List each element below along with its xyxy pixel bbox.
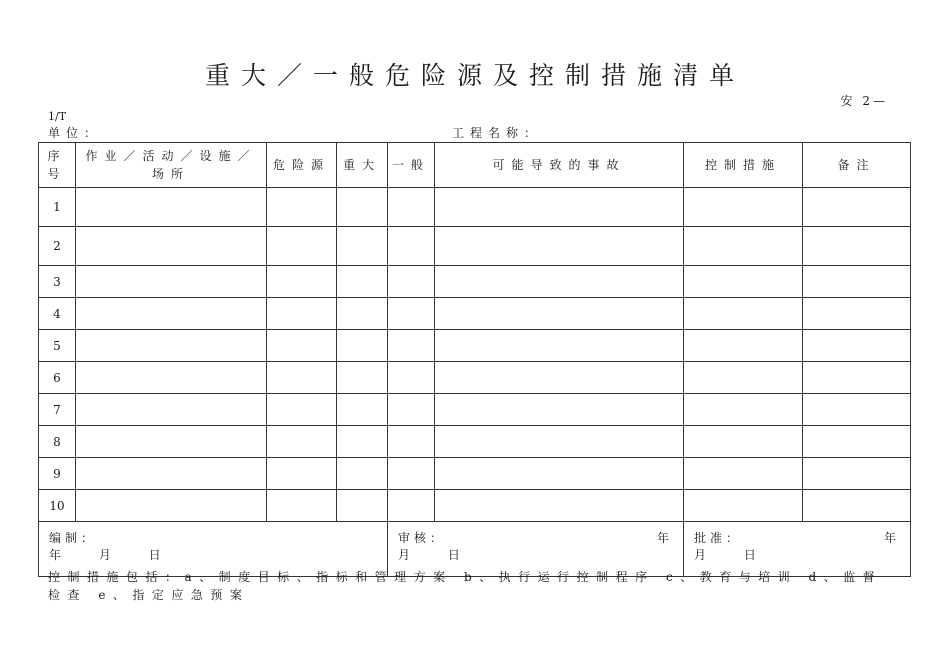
cell-activity[interactable] xyxy=(76,266,267,298)
cell-accident[interactable] xyxy=(435,394,684,426)
cell-activity[interactable] xyxy=(76,490,267,522)
cell-accident[interactable] xyxy=(435,426,684,458)
reviewed-date: 月 日 xyxy=(398,548,464,562)
prepared-by-label: 编制： xyxy=(49,531,98,545)
footnote: 控制措施包括：a、制度目标、指标和管理方案 b、执行运行控制程序 c、教育与培训 d、监督检查 e、指定应急预案 xyxy=(48,570,883,602)
hazard-table xyxy=(38,142,911,577)
cell-remarks[interactable] xyxy=(803,490,911,522)
cell-general[interactable] xyxy=(388,362,435,394)
cell-general[interactable] xyxy=(388,394,435,426)
cell-general[interactable] xyxy=(388,426,435,458)
table-row xyxy=(39,394,911,426)
cell-major[interactable] xyxy=(337,490,388,522)
cell-major[interactable] xyxy=(337,394,388,426)
cell-seq: 2 xyxy=(39,227,76,266)
cell-remarks[interactable] xyxy=(803,227,911,266)
cell-major[interactable] xyxy=(337,330,388,362)
approved-year: 年 xyxy=(883,531,900,545)
table-row xyxy=(39,330,911,362)
cell-major[interactable] xyxy=(337,227,388,266)
cell-general[interactable] xyxy=(388,188,435,227)
header-hazard: 危险源 xyxy=(267,143,337,188)
cell-seq: 5 xyxy=(39,330,76,362)
unit-field[interactable] xyxy=(48,124,448,143)
reviewed-year: 年 xyxy=(656,531,673,545)
cell-activity[interactable] xyxy=(76,227,267,266)
cell-hazard[interactable] xyxy=(267,188,337,227)
cell-measures[interactable] xyxy=(684,426,803,458)
header-major: 重大 xyxy=(337,143,388,188)
cell-seq: 6 xyxy=(39,362,76,394)
cell-activity[interactable] xyxy=(76,458,267,490)
header-seq: 序号 xyxy=(39,143,76,188)
cell-activity[interactable] xyxy=(76,298,267,330)
cell-activity[interactable] xyxy=(76,362,267,394)
cell-hazard[interactable] xyxy=(267,394,337,426)
header-activity: 作业／活动／设施／场所 xyxy=(76,143,267,188)
table-row xyxy=(39,227,911,266)
cell-accident[interactable] xyxy=(435,458,684,490)
cell-general[interactable] xyxy=(388,458,435,490)
cell-hazard[interactable] xyxy=(267,330,337,362)
project-name-label: 工程名称： xyxy=(452,126,543,140)
cell-seq: 8 xyxy=(39,426,76,458)
cell-measures[interactable] xyxy=(684,362,803,394)
approved-date: 月 日 xyxy=(694,548,760,562)
cell-measures[interactable] xyxy=(684,266,803,298)
cell-activity[interactable] xyxy=(76,188,267,227)
cell-hazard[interactable] xyxy=(267,362,337,394)
table-header-row xyxy=(39,143,911,188)
cell-seq: 7 xyxy=(39,394,76,426)
cell-general[interactable] xyxy=(388,298,435,330)
page-title: 重大／一般危险源及控制措施清单 xyxy=(204,61,745,90)
cell-accident[interactable] xyxy=(435,266,684,298)
cell-accident[interactable] xyxy=(435,188,684,227)
unit-label: 单位： xyxy=(48,126,103,140)
cell-accident[interactable] xyxy=(435,490,684,522)
header-general: 一般 xyxy=(388,143,435,188)
cell-measures[interactable] xyxy=(684,227,803,266)
cell-hazard[interactable] xyxy=(267,458,337,490)
approved-by-label: 批准： xyxy=(694,531,743,545)
project-name-field[interactable] xyxy=(452,124,562,143)
table-row xyxy=(39,266,911,298)
table-row xyxy=(39,188,911,227)
cell-seq: 3 xyxy=(39,266,76,298)
cell-remarks[interactable] xyxy=(803,394,911,426)
document-code: 安 2— xyxy=(840,94,888,108)
cell-remarks[interactable] xyxy=(803,458,911,490)
cell-seq: 10 xyxy=(39,490,76,522)
cell-major[interactable] xyxy=(337,362,388,394)
table-row xyxy=(39,362,911,394)
cell-measures[interactable] xyxy=(684,330,803,362)
cell-general[interactable] xyxy=(388,490,435,522)
cell-major[interactable] xyxy=(337,188,388,227)
cell-seq: 9 xyxy=(39,458,76,490)
cell-remarks[interactable] xyxy=(803,266,911,298)
header-remarks: 备注 xyxy=(803,143,911,188)
table-row xyxy=(39,426,911,458)
header-accident: 可能导致的事故 xyxy=(435,143,684,188)
cell-measures[interactable] xyxy=(684,458,803,490)
cell-measures[interactable] xyxy=(684,298,803,330)
cell-general[interactable] xyxy=(388,266,435,298)
cell-seq: 1 xyxy=(39,188,76,227)
table-row xyxy=(39,458,911,490)
header-measures: 控制措施 xyxy=(684,143,803,188)
cell-hazard[interactable] xyxy=(267,490,337,522)
prepared-date: 年 月 日 xyxy=(49,548,165,562)
cell-remarks[interactable] xyxy=(803,188,911,227)
cell-seq: 4 xyxy=(39,298,76,330)
cell-remarks[interactable] xyxy=(803,362,911,394)
cell-measures[interactable] xyxy=(684,490,803,522)
cell-remarks[interactable] xyxy=(803,426,911,458)
cell-measures[interactable] xyxy=(684,394,803,426)
cell-activity[interactable] xyxy=(76,426,267,458)
cell-accident[interactable] xyxy=(435,362,684,394)
cell-hazard[interactable] xyxy=(267,227,337,266)
table-row xyxy=(39,490,911,522)
cell-hazard[interactable] xyxy=(267,266,337,298)
table-row xyxy=(39,298,911,330)
cell-major[interactable] xyxy=(337,458,388,490)
cell-hazard[interactable] xyxy=(267,426,337,458)
cell-general[interactable] xyxy=(388,330,435,362)
cell-major[interactable] xyxy=(337,426,388,458)
cell-accident[interactable] xyxy=(435,227,684,266)
cell-measures[interactable] xyxy=(684,188,803,227)
reviewed-by-label: 审核： xyxy=(398,531,447,545)
cell-major[interactable] xyxy=(337,266,388,298)
cell-major[interactable] xyxy=(337,298,388,330)
cell-remarks[interactable] xyxy=(803,330,911,362)
cell-activity[interactable] xyxy=(76,394,267,426)
page-number: 1/T xyxy=(48,110,67,123)
cell-accident[interactable] xyxy=(435,330,684,362)
cell-activity[interactable] xyxy=(76,330,267,362)
cell-general[interactable] xyxy=(388,227,435,266)
cell-remarks[interactable] xyxy=(803,298,911,330)
cell-hazard[interactable] xyxy=(267,298,337,330)
cell-accident[interactable] xyxy=(435,298,684,330)
